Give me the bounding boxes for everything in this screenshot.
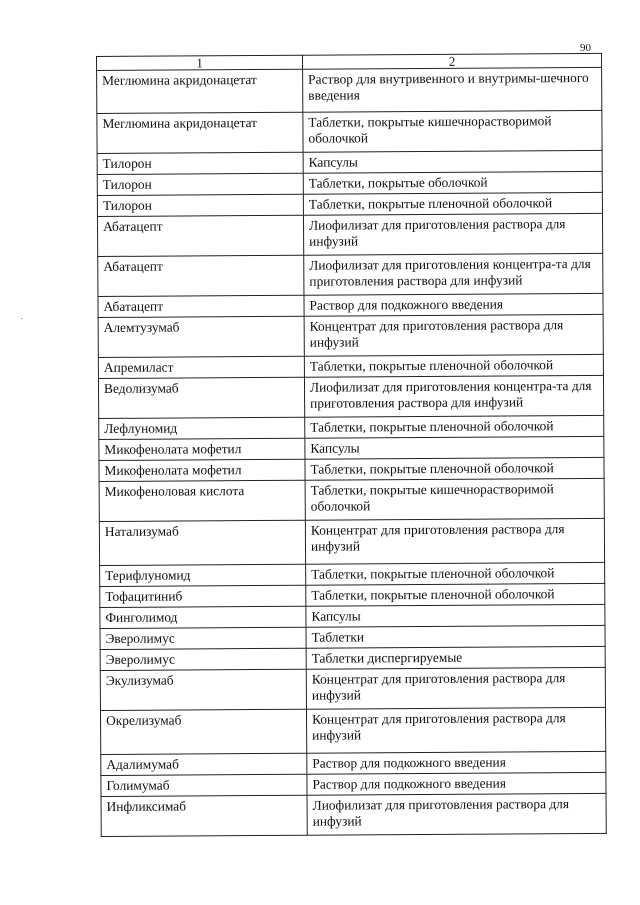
dosage-form-cell: Концентрат для приготовления раствора для инфузий: [306, 667, 605, 709]
drug-name-cell: Абатацепт: [98, 295, 304, 317]
page-number: 90: [580, 42, 591, 54]
column-header-2: 2: [302, 53, 601, 69]
drug-name-cell: Окрелизумаб: [100, 709, 306, 754]
drug-name-cell: Абатацепт: [97, 215, 303, 256]
drug-name-cell: Терифлуномид: [100, 564, 306, 586]
dosage-form-cell: Концентрат для приготовления раствора для инфузий: [304, 314, 603, 356]
drug-name-cell: Голимумаб: [101, 774, 307, 796]
drug-name-cell: Абатацепт: [98, 255, 304, 296]
drug-name-cell: Тилорон: [97, 152, 303, 174]
dosage-form-cell: Раствор для подкожного введения: [307, 772, 606, 795]
drug-name-cell: Тилорон: [97, 173, 303, 195]
dosage-form-cell: Лиофилизат для приготовления концентра-та для приготовления раствора для инфузий: [304, 253, 603, 295]
table-row: [100, 707, 605, 754]
dosage-form-cell: Лиофилизат для приготовления концентра-та для приготовления раствора для инфузий: [304, 375, 603, 417]
drug-name-cell: Микофенолата мофетил: [99, 438, 305, 460]
dosage-form-cell: Капсулы: [306, 604, 605, 627]
drug-name-cell: Адалимумаб: [101, 753, 307, 775]
drug-name-cell: Микофеноловая кислота: [99, 480, 305, 521]
drug-name-cell: Натализумаб: [99, 520, 305, 565]
drug-name-cell: Лефлуномид: [99, 417, 305, 439]
drug-name-cell: Меглюмина акридонацетат: [97, 69, 303, 113]
dosage-form-cell: Таблетки, покрытые пленочной оболочкой: [306, 562, 605, 585]
table-row: [97, 67, 602, 113]
drug-name-cell: Алемтузумаб: [98, 316, 304, 357]
drug-name-cell: Инфликсимаб: [101, 795, 307, 836]
drug-name-cell: Финголимод: [100, 606, 306, 628]
drug-name-cell: Ведолизумаб: [98, 377, 304, 418]
table-row: [100, 667, 605, 710]
dosage-form-cell: Таблетки диспергируемые: [306, 646, 605, 669]
drug-name-cell: Тилорон: [97, 194, 303, 216]
drug-name-cell: Эверолимус: [100, 627, 306, 649]
table-row: [98, 375, 603, 418]
scan-speck: [21, 318, 22, 319]
drug-name-cell: Экулизумаб: [100, 669, 306, 710]
table-row: [97, 213, 602, 256]
dosage-form-cell: Таблетки, покрытые пленочной оболочкой: [303, 192, 602, 215]
dosage-form-cell: Таблетки, покрытые пленочной оболочкой: [305, 415, 604, 438]
dosage-form-cell: Таблетки, покрытые кишечнорастворимой оболочкой: [305, 478, 604, 520]
column-header-1: 1: [97, 55, 303, 70]
dosage-form-cell: Таблетки, покрытые пленочной оболочкой: [304, 354, 603, 377]
dosage-form-cell: Капсулы: [303, 150, 602, 173]
dosage-form-cell: Концентрат для приготовления раствора для инфузий: [306, 707, 605, 753]
drug-table: [96, 53, 607, 837]
table-row: [97, 110, 602, 153]
dosage-form-cell: Таблетки, покрытые кишечнорастворимой оболочкой: [303, 110, 602, 152]
drug-name-cell: Апремиласт: [98, 356, 304, 378]
dosage-form-cell: Раствор для подкожного введения: [307, 751, 606, 774]
drug-name-cell: Микофенолата мофетил: [99, 459, 305, 481]
dosage-form-cell: Лиофилизат для приготовления раствора для инфузий: [307, 793, 606, 835]
drug-name-cell: Тофацитиниб: [100, 585, 306, 607]
table-row: [99, 518, 604, 565]
dosage-form-cell: Концентрат для приготовления раствора для инфузий: [305, 518, 604, 564]
drug-name-cell: Эверолимус: [100, 648, 306, 670]
table-row: [98, 314, 603, 357]
dosage-form-cell: Таблетки, покрытые пленочной оболочкой: [306, 583, 605, 606]
dosage-form-cell: Капсулы: [305, 436, 604, 459]
dosage-form-cell: Таблетки, покрытые пленочной оболочкой: [305, 457, 604, 480]
dosage-form-cell: Лиофилизат для приготовления раствора для инфузий: [303, 213, 602, 255]
table-row: [101, 793, 606, 836]
table-row: [99, 478, 604, 521]
dosage-form-cell: Раствор для подкожного введения: [304, 293, 603, 316]
dosage-form-cell: Таблетки: [306, 625, 605, 648]
dosage-form-cell: Раствор для внутривенного и внутримы-шечного введения: [303, 67, 602, 112]
table-row: [98, 253, 603, 296]
drug-name-cell: Меглюмина акридонацетат: [97, 112, 303, 153]
dosage-form-cell: Таблетки, покрытые оболочкой: [303, 171, 602, 194]
